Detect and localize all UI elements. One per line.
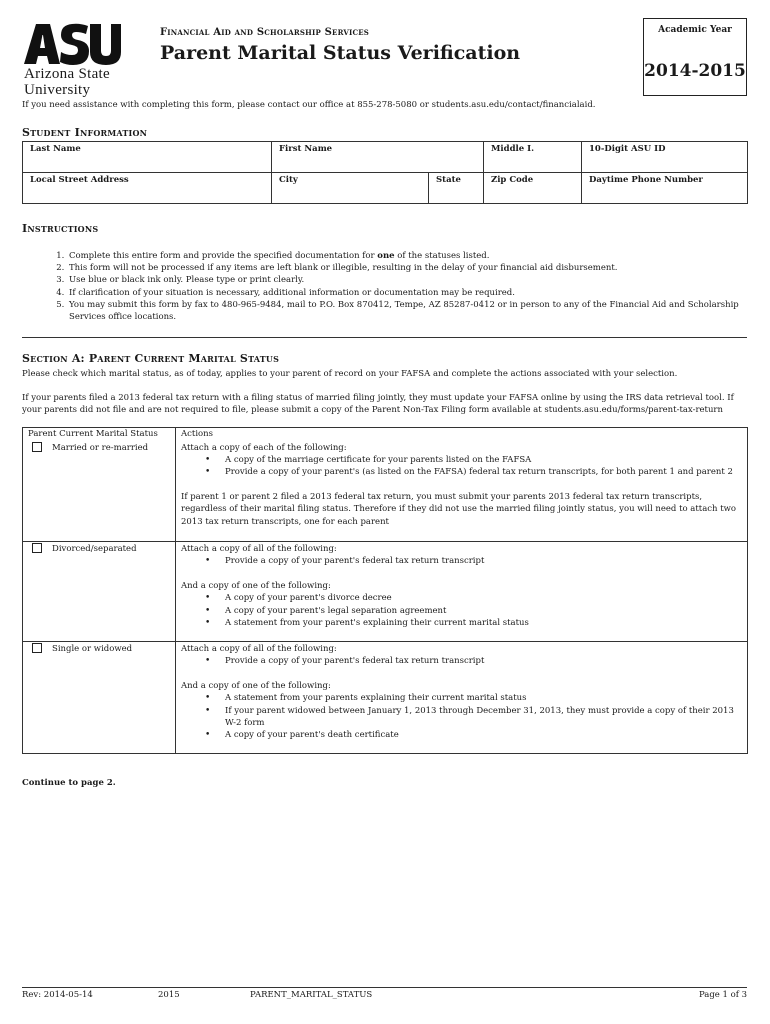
- single-attach-text: Attach a copy of all of the following:: [181, 644, 337, 654]
- last-name-field[interactable]: Last Name: [23, 142, 272, 173]
- logo-university-line2: University: [24, 82, 91, 98]
- list-item: • A statement from your parents explaining their current marital status: [225, 692, 742, 704]
- list-item: • A copy of your parent's legal separation agreement: [225, 605, 742, 617]
- instructions-heading: Instructions: [22, 222, 99, 235]
- section-a-note: If your parents filed a 2013 federal tax return with a filing status of married filing jointly, they must update your FAFSA online by using the IRS data retrieval tool. If your parents did not file and are not required to file, please submit a copy of the Parent Non-Tax Filing form available at students.asu.edu/forms/parent-tax-return: [22, 393, 734, 416]
- asu-logo-mark: [22, 22, 122, 66]
- section-a-heading: Section A: Parent Current Marital Status: [22, 352, 280, 365]
- section-divider: [22, 337, 747, 338]
- divorced-attach2-text: And a copy of one of the following:: [181, 580, 331, 591]
- divorced-attach-text: Attach a copy of all of the following:: [181, 544, 337, 554]
- married-attach-text: Attach a copy of each of the following:: [181, 442, 347, 453]
- marital-status-table: [22, 427, 748, 754]
- married-checkbox[interactable]: [32, 442, 42, 452]
- status-married: [23, 441, 176, 542]
- status-divorced: [23, 542, 176, 642]
- instruction-item: 4. If clarification of your situation is necessary, additional information or documentation may be required.: [67, 287, 747, 299]
- divorced-label: Divorced/separated: [52, 544, 137, 554]
- instruction-item: 2. This form will not be processed if any items are left blank or illegible, resulting in the delay of your financial aid disbursement.: [67, 262, 747, 274]
- phone-field[interactable]: Daytime Phone Number: [582, 173, 748, 204]
- single-attach2-text: And a copy of one of the following:: [181, 680, 331, 691]
- student-info-table: [22, 141, 748, 204]
- form-title: Parent Marital Status Verification: [160, 42, 521, 64]
- list-item: • If your parent widowed between January 1, 2013 through December 31, 2013, they must provide a copy of their 2013 W-2 form: [225, 705, 742, 730]
- academic-year-value: 2014-2015: [644, 61, 746, 81]
- state-field[interactable]: State: [429, 173, 484, 204]
- list-item: • A statement from your parent's explaining their current marital status: [225, 617, 742, 629]
- instructions-list: [22, 250, 747, 323]
- assistance-text: If you need assistance with completing this form, please contact our office at 855-278-5080 or students.asu.edu/contact/financialaid.: [22, 100, 596, 110]
- footer-page-number: Page 1 of 3: [698, 990, 747, 1000]
- section-a-intro: Please check which marital status, as of today, applies to your parent of record on your FAFSA and complete the actions associated with your selection.: [22, 369, 678, 379]
- footer-year: 2015: [158, 990, 180, 1000]
- married-bullets: [181, 454, 742, 479]
- list-item: • Provide a copy of your parent's (as listed on the FAFSA) federal tax return transcripts, for both parent 1 and parent 2: [225, 466, 742, 478]
- divorced-bullets: [181, 555, 742, 567]
- list-item: • A copy of your parent's death certificate: [225, 729, 742, 741]
- single-bullets: [181, 655, 742, 667]
- asu-id-field[interactable]: 10-Digit ASU ID: [582, 142, 748, 173]
- list-item: • A copy of the marriage certificate for your parents listed on the FAFSA: [225, 454, 742, 466]
- status-single: [23, 642, 176, 754]
- single-checkbox[interactable]: [32, 643, 42, 653]
- footer-revision: Rev: 2014-05-14: [22, 990, 93, 1000]
- single-bullets2: [181, 692, 742, 742]
- divorced-bullets2: [181, 592, 742, 629]
- first-name-field[interactable]: First Name: [272, 142, 484, 173]
- continue-note: Continue to page 2.: [22, 778, 116, 788]
- list-item: • Provide a copy of your parent's federal tax return transcript: [225, 655, 742, 667]
- married-label: Married or re-married: [52, 442, 149, 453]
- status-column-header: Parent Current Marital Status: [23, 428, 176, 441]
- student-info-heading: Student Information: [22, 126, 148, 139]
- city-field[interactable]: City: [272, 173, 429, 204]
- instruction-item: 3. Use blue or black ink only. Please type or print clearly.: [67, 274, 747, 286]
- list-item: • A copy of your parent's divorce decree: [225, 592, 742, 604]
- married-extra-text: If parent 1 or parent 2 filed a 2013 federal tax return, you must submit your parents 2013 federal tax return transcripts, regardless of their marital filing status. Therefore if they did not use the married filing jointly status, you will need to attach two 2013 tax return transcripts, one for each parent: [181, 491, 737, 527]
- logo-university-line1: Arizona State: [24, 66, 110, 82]
- instruction-item: 5. You may submit this form by fax to 480-965-9484, mail to P.O. Box 870412, Tempe, AZ 85287-0412 or in person to any of the Financial Aid and Scholarship Services office locations.: [67, 299, 747, 323]
- middle-initial-field[interactable]: Middle I.: [484, 142, 582, 173]
- footer-divider: [22, 987, 747, 988]
- street-address-field[interactable]: Local Street Address: [23, 173, 272, 204]
- list-item: • Provide a copy of your parent's federal tax return transcript: [225, 555, 742, 567]
- academic-year-box: [643, 18, 747, 96]
- department-name: Financial Aid and Scholarship Services: [160, 27, 370, 38]
- single-actions: [176, 642, 748, 754]
- instruction-item: 1. Complete this entire form and provide the specified documentation for one of the statuses listed.: [67, 250, 747, 262]
- divorced-checkbox[interactable]: [32, 543, 42, 553]
- zip-code-field[interactable]: Zip Code: [484, 173, 582, 204]
- divorced-actions: [176, 542, 748, 642]
- footer-form-code: PARENT_MARITAL_STATUS: [250, 990, 373, 1000]
- actions-column-header: Actions: [176, 428, 748, 441]
- married-actions: [176, 441, 748, 542]
- single-label: Single or widowed: [52, 644, 133, 654]
- academic-year-label: Academic Year: [658, 25, 732, 35]
